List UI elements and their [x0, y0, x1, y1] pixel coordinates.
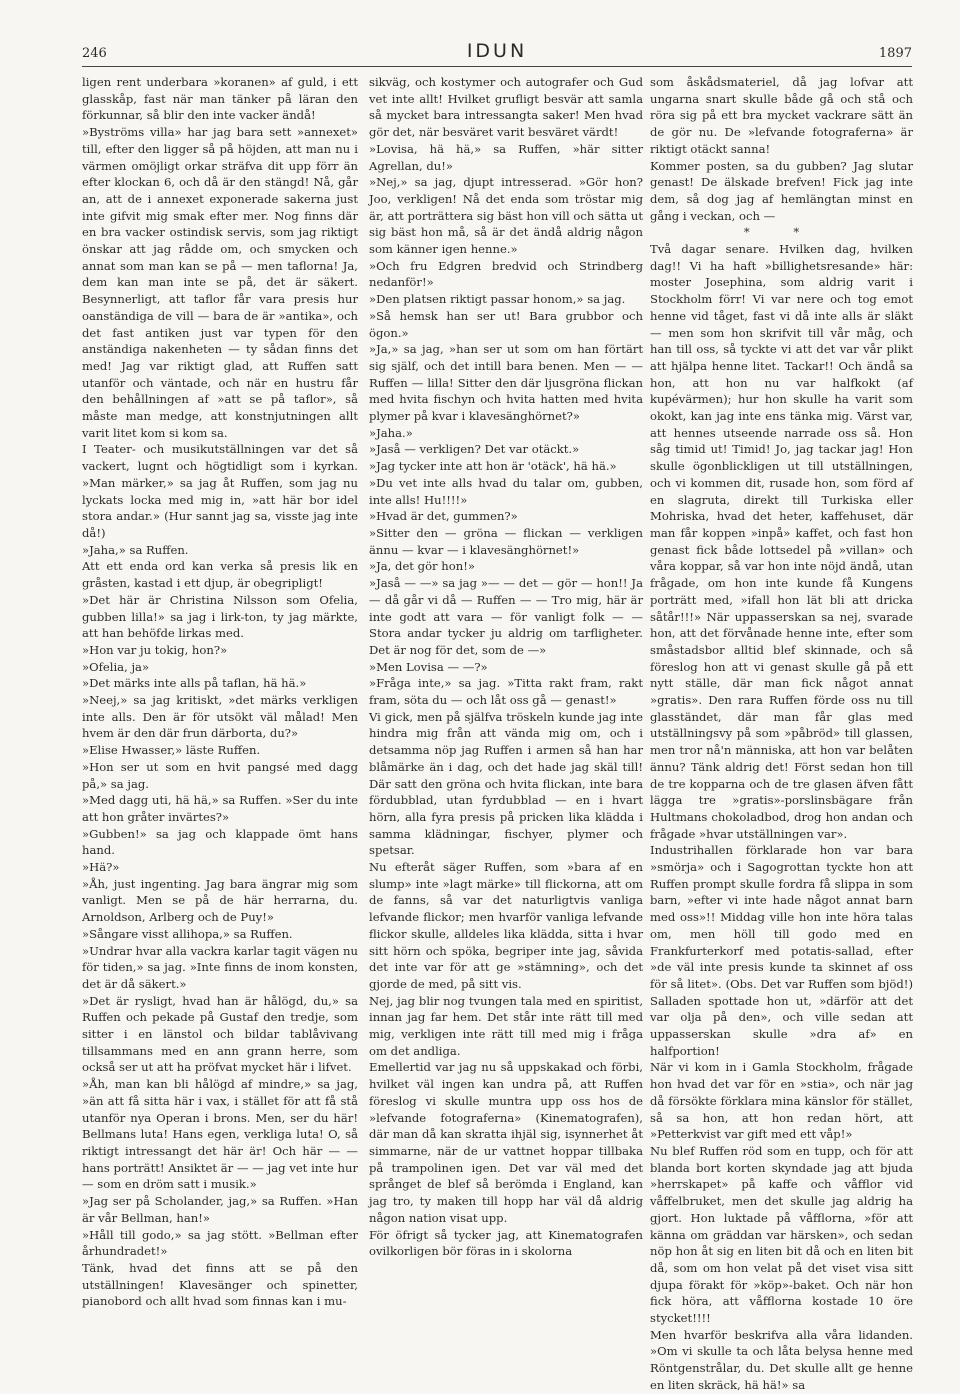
- paragraph: »Jag ser på Scholander, jag,» sa Ruffen. »Han är vår Bellman, han!»: [82, 1194, 358, 1225]
- paragraph: Emellertid var jag nu så uppskakad och förbi, hvilket väl ingen kan undra på, att Ruffen föreslog vi skulle muntra upp oss hos de »lefvande fotograferna» (Kinematografen), där man då kan skratta ihjäl sig, isynnerhet åt simmarne, när de ur vattnet hoppar tillbaka på trampolinen igen. Det var väl med det språnget de blef så berömda i England, kan jag tro, ty maken till hopp har väl då aldrig någon nation visat upp.: [369, 1060, 643, 1225]
- paragraph: »Det märks inte alls på taflan, hä hä.»: [82, 676, 307, 691]
- paragraph: »Hon ser ut som en hvit pangsé med dagg på,» sa jag.: [82, 759, 358, 791]
- year: 1897: [878, 46, 912, 61]
- text-column-3: [650, 74, 913, 1392]
- paragraph: Nej, jag blir nog tvungen tala med en spiritist, innan jag far hem. Det står inte rätt till med mig, verkligen inte rätt till med mig i fråga om det andliga.: [369, 993, 643, 1058]
- paragraph: »Jaså — —» sa jag »— — det — gör — hon!! Ja — då går vi då — Ruffen — — Tro mig, här är inte godt att vara — för vanligt folk — — Stora andar tycker ju aldrig om tarfligheter. Det är nog för det, som de —»: [369, 576, 643, 657]
- paragraph: »Åh, just ingenting. Jag bara ängrar mig som vanligt. Men se på de här herrarna, du. Arnoldson, Arlberg och de Puy!»: [82, 876, 358, 925]
- paragraph: För öfrigt så tycker jag, att Kinematografen ovilkorligen bör föras in i skolorna: [369, 1227, 643, 1259]
- paragraph: »Jaha.»: [369, 425, 413, 440]
- paragraph: Att ett enda ord kan verka så presis lik en gråsten, kastad i ett djup, är obegripligt!: [82, 559, 358, 591]
- paragraph: »Jag tycker inte att hon är 'otäck', hä hä.»: [369, 459, 617, 474]
- paragraph: Industrihallen förklarade hon var bara »smörja» och i Sagogrottan tyckte hon att Ruffen prompt skulle fordra få slippa in som barn, »efter vi inte hade något annat barn med oss»!! Middag ville hon inte höra talas om, men höll till godo med en Frankfurterkorf med potatis-sallad, efter »de väl inte presis kunde ta skinnet af oss för så litet». (Obs. Det var Ruffen som bjöd!) Salladen spottade hon ut, »därför att det var olja på den», och ville sedan att uppasserskan skulle »dra af» en halfportion!: [650, 843, 913, 1058]
- paragraph: ligen rent underbara »koranen» af guld, i ett glasskåp, fast när man tänker på läran den förkunnar, så blir den inte vacker ändå!: [82, 75, 358, 123]
- paragraph: »Så hemsk han ser ut! Bara grubbor och ögon.»: [369, 308, 643, 340]
- paragraph: »Den platsen riktigt passar honom,» sa jag.: [369, 292, 626, 307]
- paragraph: »Du vet inte alls hvad du talar om, gubben, inte alls! Hu!!!!»: [369, 475, 643, 507]
- paragraph: Nu blef Ruffen röd som en tupp, och för att blanda bort korten skyndade jag att bjuda »herrskapet» på kaffe och våfflor vid våffelbruket, men det skulle jag aldrig ha gjort. Hon luktade på våfflorna, »för att känna om gräddan var härsken», och sedan nöp hon åt sig en liten bit då och en liten bit då, som om hon velat på det viset visa sitt djupa förakt för »köp»-baket. Och när hon fick höra, att våfflorna kostade 10 öre stycket!!!!: [650, 1144, 913, 1326]
- paragraph: »Hon var ju tokig, hon?»: [82, 642, 228, 657]
- page-number: 246: [82, 46, 107, 61]
- paragraph: »Ja, det gör hon!»: [369, 559, 475, 574]
- paragraph: Nu efteråt säger Ruffen, som »bara af en slump» inte »lagt märke» till flickorna, att om de fanns, så var det naturligtvis vanliga lefvande flickor; men hvarför vanliga lefvande flickor skulle, alldeles lika klädda, sitta i hvar sitt hörn och spöka, begriper inte jag, såvida det inte var för att ge »stämning», och det gjorde de med, på sitt vis.: [369, 860, 643, 991]
- paragraph: »Ofelia, ja»: [82, 659, 150, 674]
- paragraph: Vi gick, men på själfva tröskeln kunde jag inte hindra mig från att vända mig om, och i detsamma nöp jag Ruffen i armen så han har blåmärke än i dag, och det hade jag skäl till! Där satt den gröna och hvita flickan, inte bara fördubblad, utan fyrdubblad — en i hvart hörn, alla fyra presis på pricken lika klädda i samma klädningar, fischyer, plymer och spetsar.: [369, 709, 643, 858]
- header-rule: [82, 66, 912, 67]
- paragraph: När vi kom in i Gamla Stockholm, frågade hon hvad det var för en »stia», och när jag då försökte förklara mina känslor för stället, så sa hon, att hon redan hört, att »Petterkvist var gift med ett våp!»: [650, 1060, 913, 1142]
- paragraph: Två dagar senare. Hvilken dag, hvilken dag!! Vi ha haft »billighetsresande» här: moster Josephina, som aldrig varit i Stockholm förr! Vi var nere och tog emot henne vid tåget, fast vi då inte alls är släkt — men som hon skrifvit till vår måg, och han till oss, så tyckte vi att det var vår plikt att hjälpa henne litet. Tackar!! Och ändå sa hon, att hon nu var halfkokt (af kupévärmen); hur hon skulle ha varit som okokt, kan jag inte ens tänka mig. Värst var, att hennes utseende narrade oss så. Hon såg timid ut! Timid! Jo, jag tackar jag! Hon skulle ögonblickligen ut till utställningen, och vi kommen dit, rusade hon, som förd af en slagruta, direkt till Turkiska eller Mohriska, hvad det heter, kaffehuset, där man får koppen »inpå» kaffet, och fast hon genast fick både lottsedel på »villan» och våra koppar, så var hon inte nöjd ändå, utan frågade, om hon inte kunde få Kungens porträtt med, »ifall hon lät bli att dricka såtår!!!» När uppasserskan sa nej, svarade hon, att det förvånade henne inte, efter som småstadsbor alltid blef skinnade, och så föreslog hon att vi genast skulle gå på ett nytt ställe, där man fick något annat »gratis». Den rara Ruffen förde oss nu till glasständet, där man får glas med utställningsvy på som »påbröd» till glassen, men tror nå'n människa, att hon var belåten ännu? Tänk aldrig det! Först sedan hon till de tre kopparna och de tre glasen äfven fått lägga tre »gratis»-porslinsbägare från Hultmans chokoladbod, drog hon andan och frågade »hvar utställningen var».: [650, 242, 913, 841]
- journal-title: IDUN: [466, 40, 528, 62]
- paragraph: »Sångare visst allihopa,» sa Ruffen.: [82, 926, 293, 941]
- paragraph: »Det är rysligt, hvad han är hålögd, du,» sa Ruffen och pekade på Gustaf den tredje, som sitter i en länstol och bildar tablåvivang tillsammans med en ann grann herre, som också ser ut att ha pröfvat mycket här i lifvet.: [82, 993, 358, 1075]
- paragraph: »Neej,» sa jag kritiskt, »det märks verkligen inte alls. Den är för utsökt väl målad! Men hvem är den där frun därborta, du?»: [82, 693, 358, 741]
- paragraph: »Och fru Edgren bredvid och Strindberg nedanför!»: [369, 258, 643, 290]
- paragraph: »Jaså — verkligen? Det var otäckt.»: [369, 442, 580, 457]
- paragraph: »Men Lovisa — —?»: [369, 659, 488, 674]
- paragraph: »Håll till godo,» sa jag stött. »Bellman efter århundradet!»: [82, 1227, 358, 1259]
- paragraph: Kommer posten, sa du gubben? Jag slutar genast! De älskade brefven! Fick jag inte dem, så dog jag af hemlängtan minst en gång i veckan, och —: [650, 158, 913, 223]
- paragraph: I Teater- och musikutställningen var det så vackert, lugnt och högtidligt som i kyrkan. »Man märker,» sa jag åt Ruffen, som jag nu lyckats locka med mig in, »att här bor idel stora andar.» (Hur sannt jag sa, visste jag inte då!): [82, 442, 358, 540]
- paragraph: som åskådsmateriel, då jag lofvar att ungarna snart skulle både gå och stå och röra sig på ett bra mycket vackrare sätt än de gör nu. De »lefvande fotograferna» är riktigt otäckt sanna!: [650, 75, 913, 156]
- paragraph: * *: [743, 225, 820, 240]
- paragraph: »Sitter den — gröna — flickan — verkligen ännu — kvar — i klavesänghörnet!»: [369, 525, 643, 557]
- paragraph: »Åh, man kan bli hålögd af mindre,» sa jag, »än att få sitta här i vax, i stället för att få stå utanför nya Operan i brons. Men, ser du här! Bellmans luta! Hans egen, verkliga luta! O, så riktigt intressangt det här är! Och här — — hans porträtt! Ansiktet är — — jag vet inte hur — som en dröm satt i musik.»: [82, 1077, 358, 1192]
- text-column-2: [369, 74, 643, 1314]
- paragraph: »Gubben!» sa jag och klappade ömt hans hand.: [82, 826, 358, 858]
- paragraph: »Fråga inte,» sa jag. »Titta rakt fram, rakt fram, söta du — och låt oss gå — genast!»: [369, 676, 643, 708]
- paragraph: »Det här är Christina Nilsson som Ofelia, gubben lilla!» sa jag i lirk-ton, ty jag märkte, att han behöfde lirkas med.: [82, 592, 358, 641]
- text-column-1: [82, 74, 358, 1314]
- paragraph: »Hä?»: [82, 860, 120, 875]
- paragraph: »Nej,» sa jag, djupt intresserad. »Gör hon? Joo, verkligen! Nå det enda som tröstar mig är, att porträttera sig bäst hon vill och sätta ut sig bäst hon må, så är det ändå aldrig någon som känner igen henne.»: [369, 175, 643, 257]
- paragraph: Tänk, hvad det finns att se på den utställningen! Klavesänger och spinetter, pianobord och allt hvad som finnas kan i mu-: [82, 1260, 358, 1309]
- paragraph: Men hvarför beskrifva alla våra lidanden. »Om vi skulle ta och låta belysa henne med Röntgenstrålar, du. Det skulle allt ge henne en liten skräck, hä hä!» sa: [650, 1327, 913, 1392]
- paragraph: sikväg, och kostymer och autografer och Gud vet inte allt! Hvilket grufligt besvär att samla så mycket bara intressangta saker! Men hvad gör det, när besväret varit besväret värdt!: [369, 75, 643, 140]
- paragraph: »Med dagg uti, hä hä,» sa Ruffen. »Ser du inte att hon gråter invärtes?»: [82, 793, 358, 824]
- paragraph: »Undrar hvar alla vackra karlar tagit vägen nu för tiden,» sa jag. »Inte finns de inom konsten, det är då säkert.»: [82, 943, 358, 991]
- paragraph: »Ja,» sa jag, »han ser ut som om han förtärt sig själf, och det intill bara benen. Men — — Ruffen — lilla! Sitter den där ljusgröna flickan med hvita fischyn och hvita hatten med hvita plymer på kvar i klavesänghörnet?»: [369, 342, 643, 424]
- paragraph: »Lovisa, hä hä,» sa Ruffen, »här sitter Agrellan, du!»: [369, 141, 643, 173]
- paragraph: »Byströms villa» har jag bara sett »annexet» till, efter den ligger så på höjden, att man nu i värmen omöjligt orkar sträfva dit upp förr än efter klockan 6, och då är den stängd! Nå, går an, att de i annexet exponerade sakerna just inte gifvit mig smak efter mer. Nog finns där en bra vacker ostindisk servis, som jag riktigt önskar att jag rådde om, och smycken och annat som man kan se på — men taflorna! Ja, dem kan man inte se på, det är säkert. Besynnerligt, att taflor får vara presis hur oanständiga de vill — bara de är »antika», och det fast antiken just var typen för den anständiga nakenheten — ty sådan finns det med! Jag var riktigt glad, att Ruffen satt utanför och väntade, och när en hustru får den behållningen af »att se på taflor», så måste man medge, att konstnjutningen allt varit litet kom si kom sa.: [82, 125, 358, 440]
- paragraph: »Elise Hwasser,» läste Ruffen.: [82, 743, 261, 758]
- paragraph: »Hvad är det, gummen?»: [369, 509, 518, 524]
- paragraph: »Jaha,» sa Ruffen.: [82, 542, 189, 557]
